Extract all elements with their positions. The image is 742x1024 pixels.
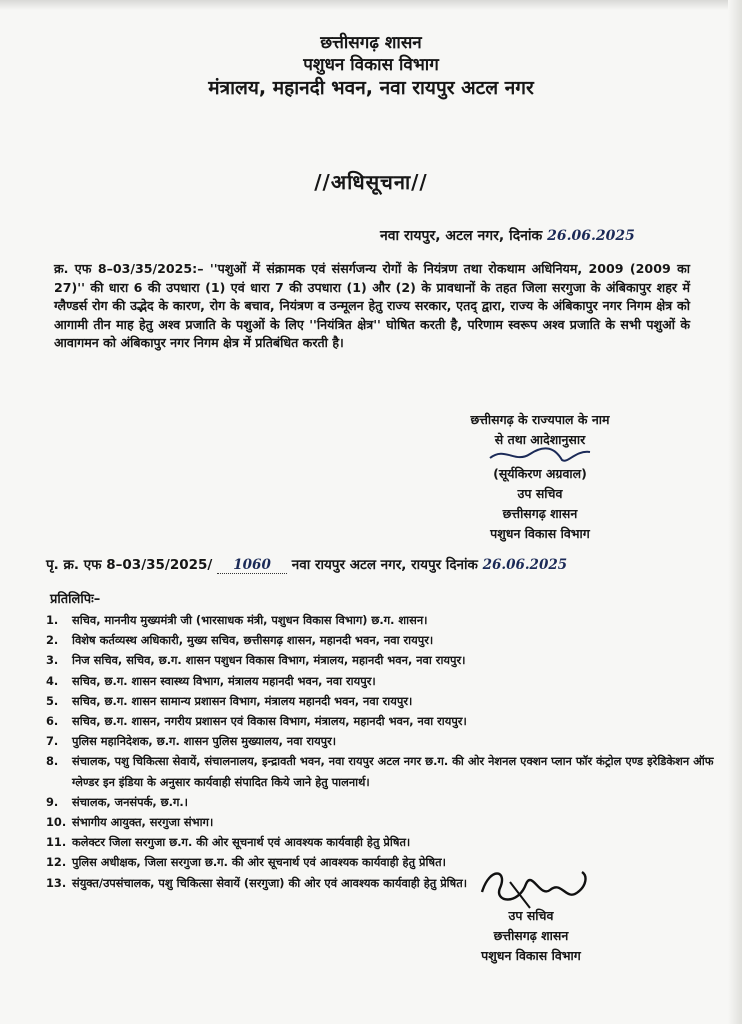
header-department: पशुधन विकास विभाग [303,55,439,75]
endorsement-date: 26.06.2025 [482,557,568,573]
copy-item-number: 5. [46,693,59,708]
signature-block-2 [446,906,616,966]
date-label: नवा रायपुर, अटल नगर, दिनांक [380,228,543,244]
copy-item-number: 7. [46,734,59,749]
copy-item-text: कलेक्टर जिला सरगुजा छ.ग. की ओर सूचनार्थ एवं आवश्यक कार्यवाही हेतु प्रेषित। [72,835,411,850]
copy-item [46,671,716,691]
notification-title: //अधिसूचना// [314,170,428,194]
copy-item-text: संभागीय आयुक्त, सरगुजा संभाग। [72,815,214,830]
copy-list [46,610,716,893]
copy-item-text: सचिव, छ.ग. शासन, नगरीय प्रशासन एवं विकास विभाग, मंत्रालय, महानदी भवन, नवा रायपुर। [72,714,467,729]
signatory-2-department: पशुधन विकास विभाग [481,948,581,963]
signatory-designation: उप सचिव [517,486,563,501]
copy-item-text: सचिव, माननीय मुख्यमंत्री जी (भारसाधक मंत्री, पशुधन विकास विभाग) छ.ग. शासन। [72,613,428,627]
copy-item [46,610,716,630]
scan-shadow-top [0,0,742,10]
signatory-2-designation: उप सचिव [508,908,554,923]
copy-item-number: 6. [46,714,59,729]
copy-item [46,812,716,832]
notification-body: क्र. एफ 8–03/35/2025:– ''पशुओं में संक्रामक एवं संसर्गजन्य रोगों के नियंत्रण तथा रोकथाम अधिनियम, 2009 (2009 का 27)'' की धारा 6 की उपधारा (1) एवं धारा 7 की उपधारा (1) और (2) के प्रावधानों के तहत जिला सरगुजा के अंबिकापुर शहर में ग्लैण्डर्स रोग की उद्भेद के कारण, रोग के बचाव, नियंत्रण व उन्मूलन हेतु राज्य सरकार, एतद् द्वारा, राज्य के अंबिकापुर नगर निगम क्षेत्र को आगामी तीन माह हेतु अश्व प्रजाति के पशुओं के लिए ''नियंत्रित क्षेत्र'' घोषित करती है, परिणाम स्वरूप अश्व प्रजाति के सभी पशुओं के आवागमन को अंबिकापुर नगर निगम क्षेत्र में प्रतिबंधित करती है। [54,261,690,351]
endorsement-number: 1060 [217,557,287,574]
copy-item [46,751,716,791]
copy-item-number: 2. [46,633,59,648]
signature-scribble-2 [470,862,600,912]
copy-item-text: संचालक, पशु चिकित्सा सेवायें, संचालनालय, इन्द्रावती भवन, नवा रायपुर अटल नगर छ.ग. की ओर नेशनल एक्शन प्लान फॉर कंट्रोल एण्ड इरेडिकेशन ऑफ ग्लेण्डर इन इंडिया के अनुसार कार्यवाही संपादित किये जाने हेतु पालनार्थ। [72,754,714,789]
copy-item-text: निज सचिव, सचिव, छ.ग. शासन पशुधन विकास विभाग, मंत्रालय, महानदी भवन, नवा रायपुर। [72,653,466,668]
copy-item [46,650,716,670]
copy-item [46,731,716,751]
copy-item-number: 12. [46,855,67,870]
copy-item-text: पुलिस अधीक्षक, जिला सरगुजा छ.ग. की ओर सूचनार्थ एवं आवश्यक कार्यवाही हेतु प्रेषित। [72,855,446,870]
copy-item-number: 1. [46,613,59,627]
copy-item-number: 9. [46,794,59,809]
copy-item-number: 10. [46,815,67,830]
letterhead [0,32,742,100]
endorsement-prefix: पृ. क्र. एफ 8–03/35/2025/ [46,557,213,573]
copy-item-text: सचिव, छ.ग. शासन स्वास्थ्य विभाग, मंत्रालय महानदी भवन, नवा रायपुर। [72,673,376,688]
signature-block-1 [430,410,650,544]
copy-item-number: 4. [46,673,59,688]
header-address: मंत्रालय, महानदी भवन, नवा रायपुर अटल नगर [208,77,534,99]
copy-item-number: 8. [46,754,59,769]
copy-item-number: 13. [46,875,67,890]
endorsement-place: नवा रायपुर अटल नगर, रायपुर दिनांक [291,557,478,573]
copy-item-text: सचिव, छ.ग. शासन सामान्य प्रशासन विभाग, मंत्रालय महानदी भवन, नवा रायपुर। [72,693,413,708]
order-line: से तथा आदेशानुसार [494,432,586,447]
endorsement-line [46,555,567,574]
date-line [380,226,635,245]
copy-item [46,792,716,812]
copy-item [46,630,716,650]
copy-item-text: विशेष कर्तव्यस्थ अधिकारी, मुख्य सचिव, छत्तीसगढ़ शासन, महानदी भवन, नवा रायपुर। [72,633,434,648]
handwritten-date: 26.06.2025 [547,228,635,244]
scan-shadow-right [728,0,742,1024]
copy-item-number: 3. [46,653,59,668]
copy-item-number: 11. [46,835,67,850]
copy-item [46,711,716,731]
copy-item-text: पुलिस महानिदेशक, छ.ग. शासन पुलिस मुख्यालय, नवा रायपुर। [72,734,337,749]
signatory-department: पशुधन विकास विभाग [490,526,590,541]
governor-order-line: छत्तीसगढ़ के राज्यपाल के नाम [470,412,610,427]
signatory-org: छत्तीसगढ़ शासन [502,506,578,521]
signatory-2-org: छत्तीसगढ़ शासन [493,928,569,943]
copy-item-text: संचालक, जनसंपर्क, छ.ग.। [72,794,189,809]
copy-item-text: संयुक्त/उपसंचालक, पशु चिकित्सा सेवायें (सरगुजा) की ओर एवं आवश्यक कार्यवाही हेतु प्रेषित। [72,875,468,890]
copy-heading: प्रतिलिपिः– [50,592,101,607]
copy-item [46,852,716,872]
header-government: छत्तीसगढ़ शासन [320,33,422,53]
copy-item [46,832,716,852]
copy-item [46,691,716,711]
signatory-name: (सूर्यकिरण अग्रवाल) [493,466,587,481]
copy-item [46,873,716,893]
